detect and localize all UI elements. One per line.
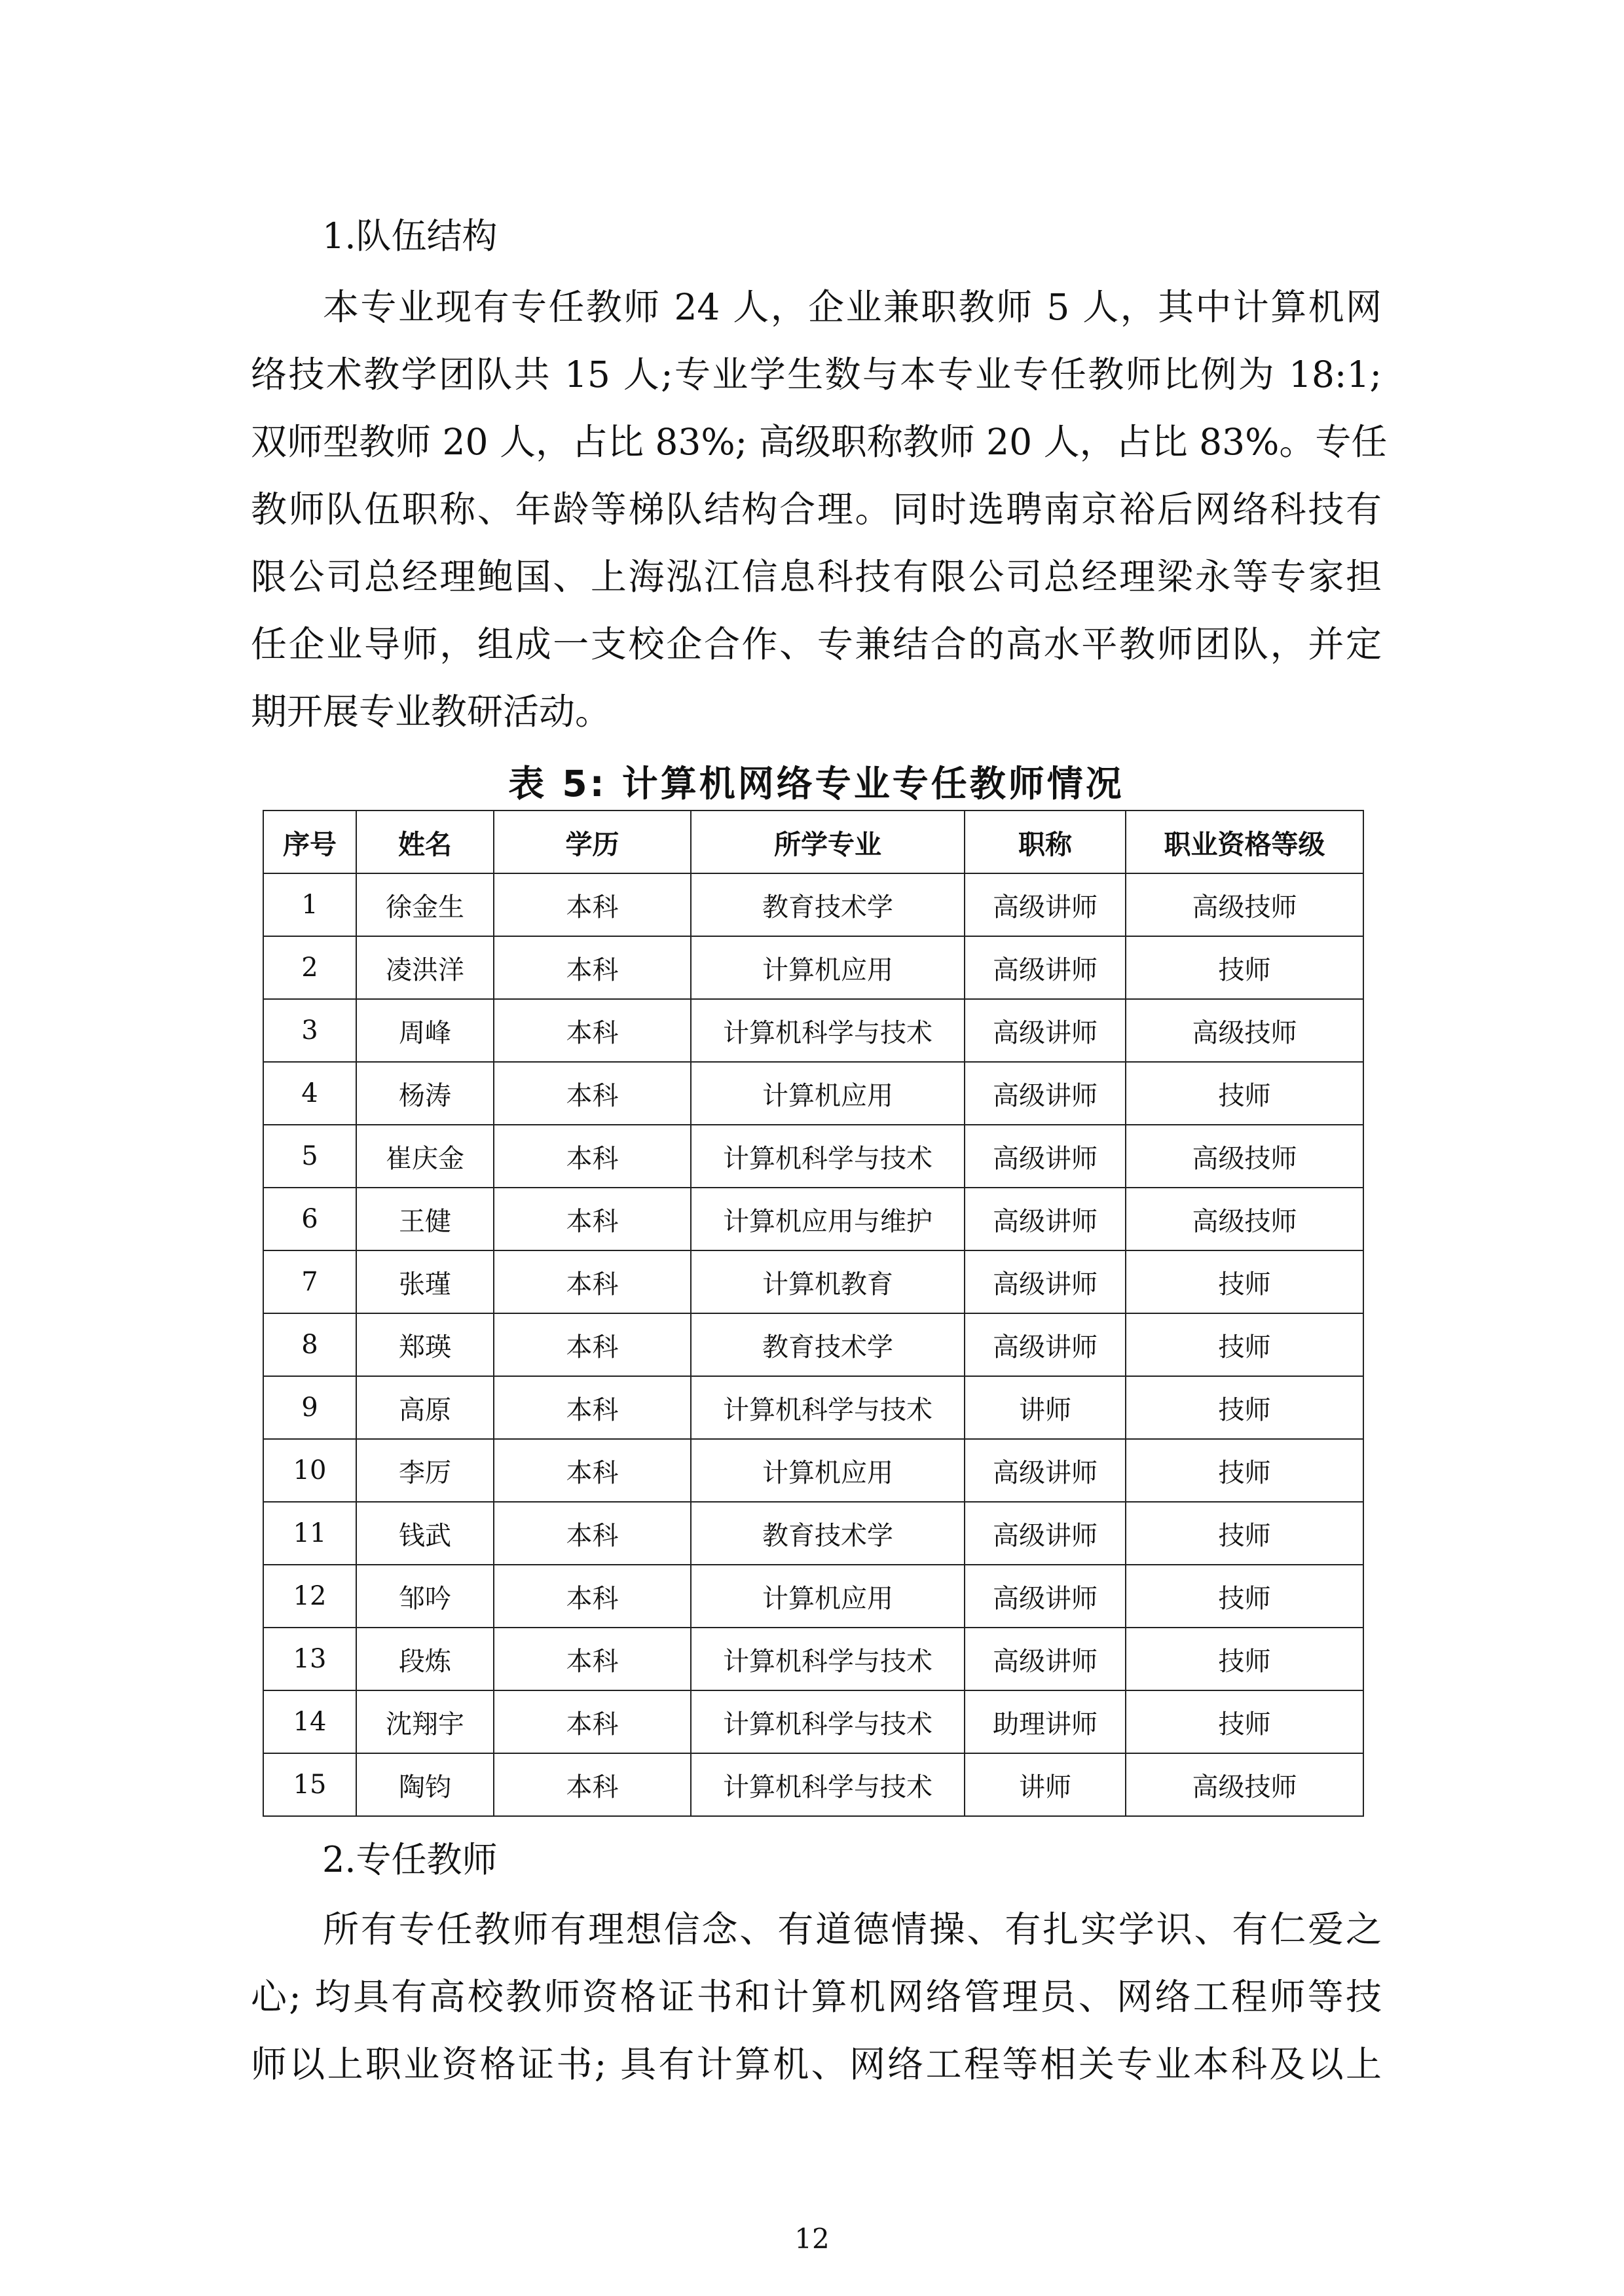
table-cell: 2	[263, 936, 356, 999]
table-cell: 8	[263, 1313, 356, 1376]
table-cell: 本科	[494, 1062, 691, 1125]
section2-heading: 2.专任教师	[322, 1839, 498, 1880]
table-cell: 计算机应用	[691, 1439, 965, 1502]
table-cell: 计算机科学与技术	[691, 1376, 965, 1439]
table-cell: 高级讲师	[965, 1565, 1126, 1628]
paragraph-line: 期开展专业教研活动。	[251, 691, 612, 733]
paragraph-line: 师以上职业资格证书; 具有计算机、网络工程等相关专业本科及以上	[251, 2043, 1382, 2085]
table-row	[263, 1502, 1363, 1565]
paragraph-line: 心; 均具有高校教师资格证书和计算机网络管理员、网络工程师等技	[251, 1976, 1382, 2018]
table-cell: 高级技师	[1126, 1125, 1363, 1188]
table-cell: 高级讲师	[965, 1188, 1126, 1250]
page-number: 12	[794, 2223, 830, 2255]
column-header: 学历	[494, 811, 691, 873]
table-cell: 王健	[356, 1188, 494, 1250]
table-cell: 高级讲师	[965, 999, 1126, 1062]
table-cell: 本科	[494, 1565, 691, 1628]
table-cell: 段炼	[356, 1628, 494, 1690]
table-cell: 13	[263, 1628, 356, 1690]
table-cell: 李厉	[356, 1439, 494, 1502]
table-row	[263, 1628, 1363, 1690]
table-cell: 高级讲师	[965, 1502, 1126, 1565]
table-cell: 高级技师	[1126, 873, 1363, 936]
table-cell: 本科	[494, 936, 691, 999]
table-cell: 陶钧	[356, 1753, 494, 1816]
table-cell: 计算机应用	[691, 936, 965, 999]
table-row	[263, 1062, 1363, 1125]
table-row	[263, 1250, 1363, 1313]
table-cell: 凌洪洋	[356, 936, 494, 999]
table-cell: 计算机科学与技术	[691, 1125, 965, 1188]
table-cell: 1	[263, 873, 356, 936]
table-cell: 技师	[1126, 1565, 1363, 1628]
table-cell: 张瑾	[356, 1250, 494, 1313]
table-cell: 本科	[494, 1753, 691, 1816]
paragraph-line: 限公司总经理鲍国、上海泓江信息科技有限公司总经理梁永等专家担	[251, 556, 1382, 598]
table-cell: 计算机科学与技术	[691, 999, 965, 1062]
table-cell: 高级技师	[1126, 1753, 1363, 1816]
table-cell: 9	[263, 1376, 356, 1439]
table-row	[263, 1188, 1363, 1250]
table-cell: 技师	[1126, 1062, 1363, 1125]
table-row	[263, 1753, 1363, 1816]
column-header: 序号	[263, 811, 356, 873]
table-cell: 讲师	[965, 1753, 1126, 1816]
table-row	[263, 1125, 1363, 1188]
table-cell: 高级讲师	[965, 1313, 1126, 1376]
table-cell: 4	[263, 1062, 356, 1125]
table-cell: 计算机应用与维护	[691, 1188, 965, 1250]
column-header: 姓名	[356, 811, 494, 873]
table-cell: 技师	[1126, 1502, 1363, 1565]
section2-paragraph	[251, 1896, 1382, 2098]
table-cell: 邹吟	[356, 1565, 494, 1628]
paragraph-line: 双师型教师 20 人，占比 83%; 高级职称教师 20 人，占比 83%。专任	[251, 421, 1388, 463]
table-cell: 徐金生	[356, 873, 494, 936]
table-cell: 本科	[494, 1250, 691, 1313]
table-cell: 技师	[1126, 1690, 1363, 1753]
table-cell: 技师	[1126, 1628, 1363, 1690]
table-row	[263, 999, 1363, 1062]
table-cell: 教育技术学	[691, 873, 965, 936]
table-cell: 本科	[494, 1690, 691, 1753]
table-cell: 技师	[1126, 1376, 1363, 1439]
table-cell: 高级技师	[1126, 1188, 1363, 1250]
table-cell: 本科	[494, 1376, 691, 1439]
table-cell: 技师	[1126, 1313, 1363, 1376]
table-cell: 6	[263, 1188, 356, 1250]
table-cell: 郑瑛	[356, 1313, 494, 1376]
table-cell: 计算机应用	[691, 1062, 965, 1125]
table-header-row	[263, 811, 1363, 873]
table-cell: 本科	[494, 1628, 691, 1690]
table-row	[263, 1690, 1363, 1753]
table-cell: 高级讲师	[965, 1062, 1126, 1125]
table-cell: 本科	[494, 1125, 691, 1188]
table-body	[263, 873, 1363, 1816]
table-caption: 表 5: 计算机网络专业专任教师情况	[508, 763, 1124, 805]
table-cell: 本科	[494, 1439, 691, 1502]
table-cell: 本科	[494, 1313, 691, 1376]
table-cell: 本科	[494, 1502, 691, 1565]
table-row	[263, 1565, 1363, 1628]
table-cell: 本科	[494, 999, 691, 1062]
table-row	[263, 1376, 1363, 1439]
table-cell: 12	[263, 1565, 356, 1628]
table-cell: 计算机科学与技术	[691, 1628, 965, 1690]
table-cell: 高级讲师	[965, 1439, 1126, 1502]
table-cell: 高原	[356, 1376, 494, 1439]
section1-paragraph	[251, 274, 1388, 746]
table-cell: 高级讲师	[965, 1125, 1126, 1188]
table-cell: 高级讲师	[965, 1628, 1126, 1690]
table-cell: 高级技师	[1126, 999, 1363, 1062]
table-cell: 讲师	[965, 1376, 1126, 1439]
paragraph-line: 所有专任教师有理想信念、有道德情操、有扎实学识、有仁爱之	[323, 1908, 1382, 1950]
table-cell: 周峰	[356, 999, 494, 1062]
table-cell: 计算机科学与技术	[691, 1753, 965, 1816]
paragraph-line: 任企业导师，组成一支校企合作、专兼结合的高水平教师团队，并定	[251, 623, 1382, 665]
paragraph-line: 教师队伍职称、年龄等梯队结构合理。同时选聘南京裕后网络科技有	[251, 488, 1382, 530]
column-header: 职业资格等级	[1126, 811, 1363, 873]
table-cell: 沈翔宇	[356, 1690, 494, 1753]
table-cell: 助理讲师	[965, 1690, 1126, 1753]
table-cell: 11	[263, 1502, 356, 1565]
table-row	[263, 936, 1363, 999]
table-cell: 10	[263, 1439, 356, 1502]
table-cell: 7	[263, 1250, 356, 1313]
table-cell: 教育技术学	[691, 1502, 965, 1565]
section1-heading: 1.队伍结构	[322, 215, 498, 257]
table-cell: 5	[263, 1125, 356, 1188]
table-row	[263, 1313, 1363, 1376]
table-cell: 计算机科学与技术	[691, 1690, 965, 1753]
table-cell: 计算机应用	[691, 1565, 965, 1628]
table-cell: 15	[263, 1753, 356, 1816]
table-row	[263, 873, 1363, 936]
column-header: 职称	[965, 811, 1126, 873]
table-cell: 技师	[1126, 936, 1363, 999]
table-cell: 计算机教育	[691, 1250, 965, 1313]
table-cell: 杨涛	[356, 1062, 494, 1125]
table-cell: 崔庆金	[356, 1125, 494, 1188]
paragraph-line: 络技术教学团队共 15 人;专业学生数与本专业专任教师比例为 18:1;	[251, 354, 1382, 395]
table-cell: 本科	[494, 873, 691, 936]
table-cell: 技师	[1126, 1439, 1363, 1502]
column-header: 所学专业	[691, 811, 965, 873]
table-cell: 教育技术学	[691, 1313, 965, 1376]
table-cell: 高级讲师	[965, 873, 1126, 936]
table-cell: 钱武	[356, 1502, 494, 1565]
table-row	[263, 1439, 1363, 1502]
table-cell: 高级讲师	[965, 936, 1126, 999]
table-cell: 技师	[1126, 1250, 1363, 1313]
paragraph-line: 本专业现有专任教师 24 人，企业兼职教师 5 人，其中计算机网	[323, 286, 1382, 328]
table-cell: 14	[263, 1690, 356, 1753]
teacher-table	[263, 810, 1364, 1817]
table-cell: 高级讲师	[965, 1250, 1126, 1313]
table-cell: 本科	[494, 1188, 691, 1250]
table-cell: 3	[263, 999, 356, 1062]
